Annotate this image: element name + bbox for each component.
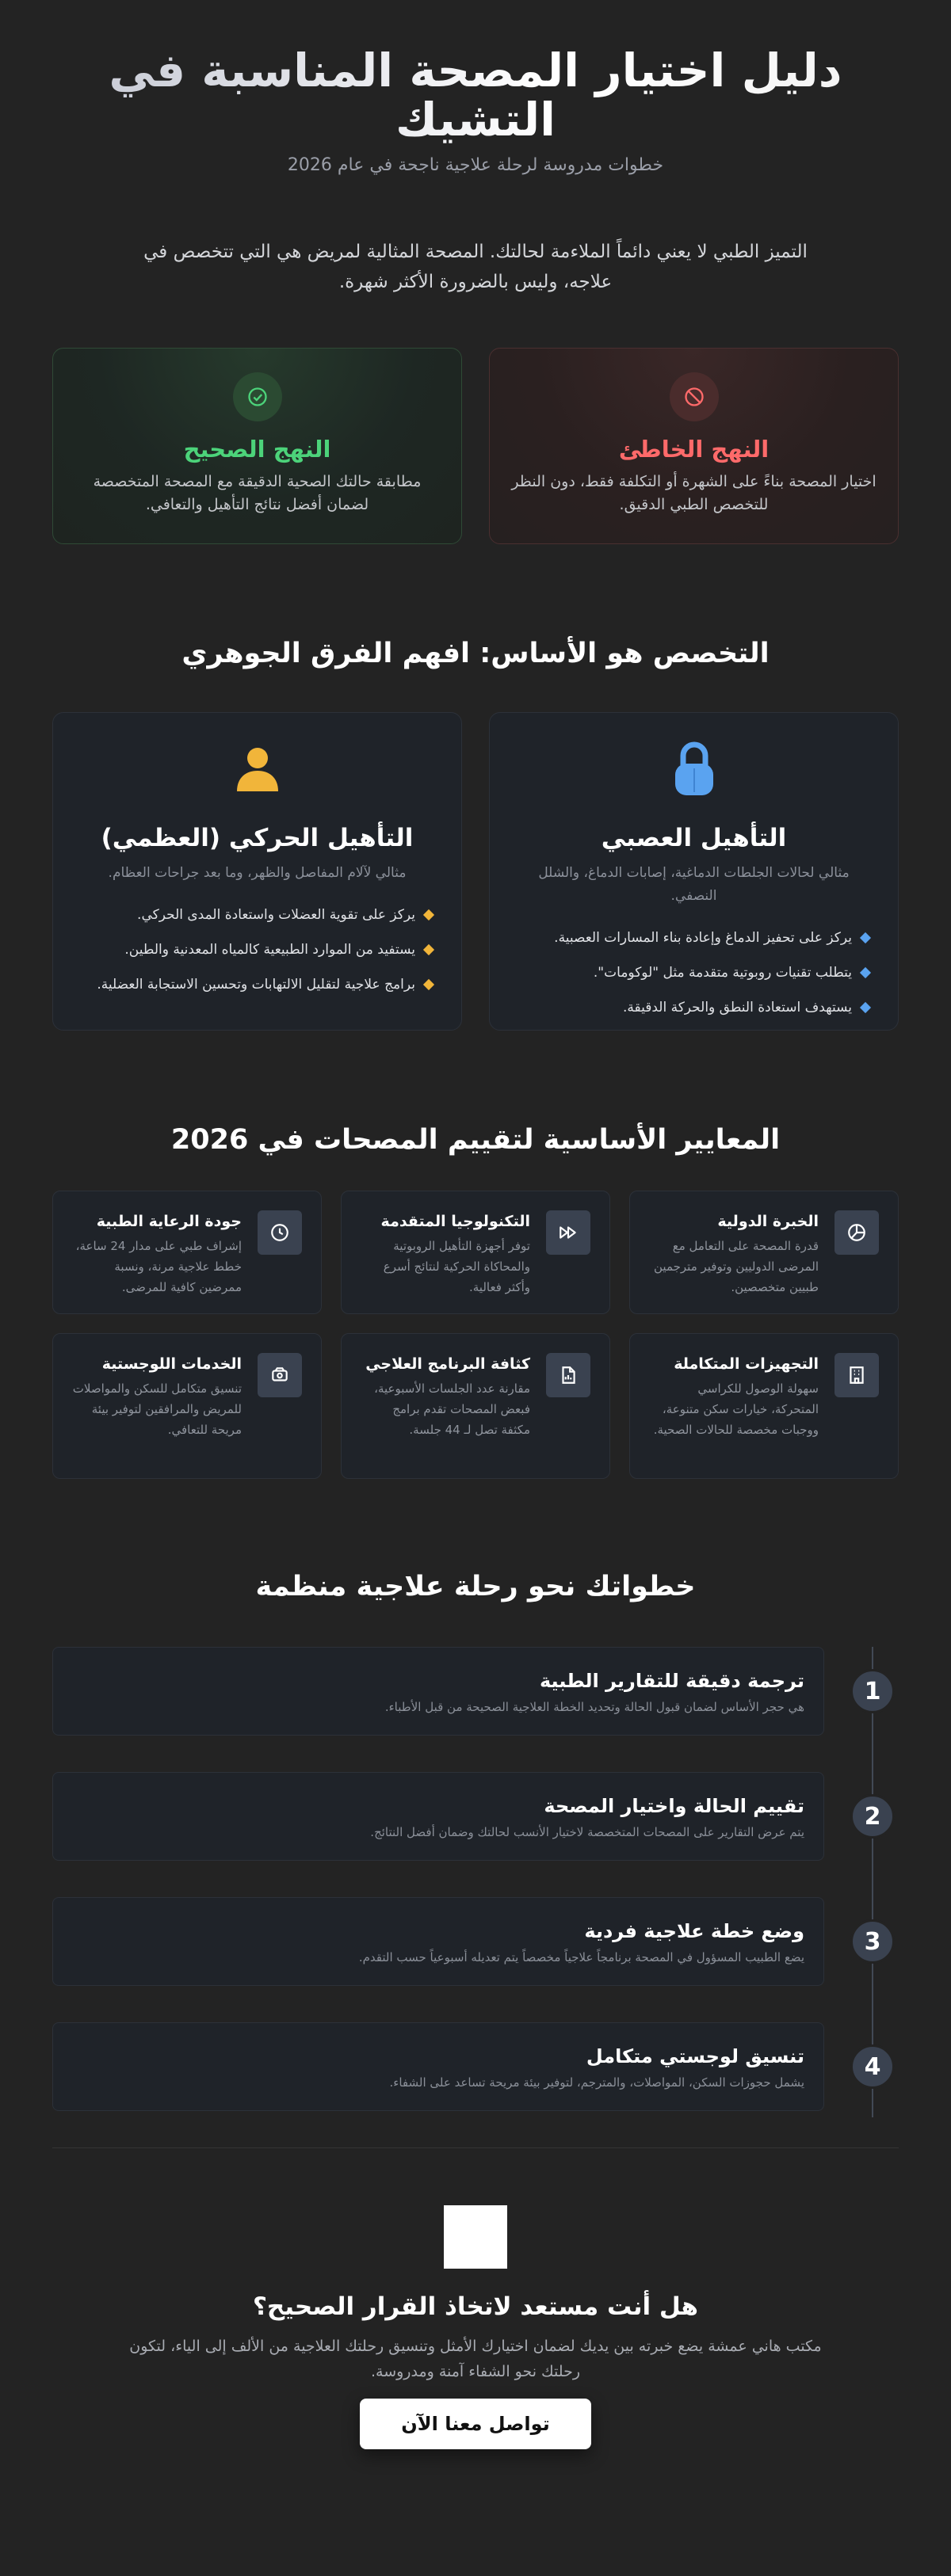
criteria-card-intensity [341, 1333, 610, 1479]
intro-text: التميز الطبي لا يعني دائماً الملاءمة لحالتك. المصحة المثالية لمريض هي التي تتخصص في علاجه، وليس بالضرورة الأكثر شهرة. [143, 242, 808, 292]
diamond-bullet-icon [860, 967, 871, 978]
cta-title: هل أنت مستعد لاتخاذ القرار الصحيح؟ [252, 2292, 699, 2321]
ortho-rehab-title: التأهيل الحركي (العظمي) [101, 824, 414, 852]
criteria-card-text: إشراف طبي على مدار 24 ساعة، خطط علاجية مرنة، ونسبة ممرضين كافية للمرضى. [75, 1239, 242, 1294]
logo-placeholder [444, 2205, 507, 2269]
criteria-card-title: التكنولوجيا المتقدمة [380, 1213, 530, 1230]
list-item: يركز على تحفيز الدماغ وإعادة بناء المسارات العصبية. [518, 920, 869, 955]
criteria-title: المعايير الأساسية لتقييم المصحات في 2026 [170, 1124, 781, 1156]
diamond-bullet-icon [423, 944, 434, 955]
hero-section [0, 0, 951, 175]
neuro-rehab-card [489, 712, 899, 1031]
criteria-card-text: قدرة المصحة على التعامل مع المرضى الدوليين وتوفير مترجمين طبيين متخصصين. [654, 1239, 819, 1294]
neuro-rehab-desc: مثالي لحالات الجلطات الدماغية، إصابات الدماغ، والشلل النصفي. [538, 865, 850, 904]
criteria-card-international [629, 1191, 899, 1314]
document-icon [546, 1353, 590, 1397]
criteria-card-facilities [629, 1333, 899, 1479]
fast-forward-icon [546, 1210, 590, 1255]
diamond-bullet-icon [860, 932, 871, 943]
wrong-approach-text: اختيار المصحة بناءً على الشهرة أو التكلفة فقط، دون النظر للتخصص الطبي الدقيق. [511, 473, 877, 513]
diamond-bullet-icon [423, 909, 434, 920]
person-icon [53, 741, 461, 797]
neuro-rehab-list [490, 920, 898, 1025]
criteria-card-title: جودة الرعاية الطبية [96, 1213, 242, 1230]
criteria-card-title: الخدمات اللوجستية [101, 1355, 242, 1373]
step-item [52, 1647, 899, 1736]
criteria-card-text: توفر أجهزة التأهيل الروبوتية والمحاكاة الحركية لنتائج أسرع وأكثر فعالية. [383, 1239, 530, 1294]
step-number: 3 [850, 1919, 895, 1964]
contact-us-button[interactable]: تواصل معنا الآن [360, 2399, 590, 2449]
clock-icon [258, 1210, 302, 1255]
list-item: يتطلب تقنيات روبوتية متقدمة مثل "لوكومات". [518, 955, 869, 990]
page-subtitle: خطوات مدروسة لرحلة علاجية ناجحة في عام 2026 [287, 155, 664, 175]
diamond-bullet-icon [860, 1002, 871, 1013]
pie-chart-icon [835, 1210, 879, 1255]
section-divider [52, 2147, 899, 2148]
step-text: يشمل حجوزات السكن، المواصلات، والمترجم، لتوفير بيئة مريحة تساعد على الشفاء. [389, 2075, 804, 2090]
step-item [52, 1772, 899, 1861]
ortho-rehab-card [52, 712, 462, 1031]
check-circle-icon [233, 372, 282, 421]
right-approach-title: النهج الصحيح [183, 436, 331, 463]
specialty-title: التخصص هو الأساس: افهم الفرق الجوهري [181, 638, 770, 669]
page-title: دليل اختيار المصحة المناسبة في التشيك [95, 46, 856, 144]
criteria-card-technology [341, 1191, 610, 1314]
brain-icon [490, 741, 898, 797]
step-text: يتم عرض التقارير على المصحات المتخصصة لاختيار الأنسب لحالتك وضمان أفضل النتائج. [370, 1825, 804, 1839]
step-number: 4 [850, 2044, 895, 2089]
step-card [52, 1897, 824, 1986]
step-item [52, 1897, 899, 1986]
vehicle-icon [258, 1353, 302, 1397]
criteria-card-text: مقارنة عدد الجلسات الأسبوعية، فبعض المصحات تقدم برامج مكثفة تصل لـ 44 جلسة. [374, 1381, 530, 1437]
step-number: 2 [850, 1794, 895, 1839]
step-title: تنسيق لوجستي متكامل [586, 2045, 804, 2067]
step-number: 1 [850, 1669, 895, 1713]
list-item: برامج علاجية لتقليل الالتهابات وتحسين الاستجابة العضلية. [82, 967, 433, 1002]
cta-text: مكتب هاني عمشة يضع خبرته بين يديك لضمان اختيارك الأمثل وتنسيق رحلتك العلاجية من الألف إلى الياء، لتكون رحلتك نحو الشفاء آمنة ومدروسة. [129, 2338, 822, 2380]
criteria-card-text: تنسيق متكامل للسكن والمواصلات للمريض والمرافقين لتوفير بيئة مريحة للتعافي. [72, 1381, 242, 1437]
criteria-card-title: التجهيزات المتكاملة [674, 1355, 819, 1373]
ban-icon [670, 372, 719, 421]
step-card [52, 1772, 824, 1861]
list-item: يستهدف استعادة النطق والحركة الدقيقة. [518, 990, 869, 1025]
wrong-approach-card [489, 348, 899, 544]
ortho-rehab-list [53, 897, 461, 1002]
step-text: هي حجر الأساس لضمان قبول الحالة وتحديد الخطة العلاجية الصحيحة من قبل الأطباء. [384, 1700, 804, 1714]
criteria-card-care-quality [52, 1191, 322, 1314]
step-card [52, 2022, 824, 2111]
list-item: يركز على تقوية العضلات واستعادة المدى الحركي. [82, 897, 433, 932]
step-title: ترجمة دقيقة للتقارير الطبية [539, 1670, 804, 1692]
building-icon [835, 1353, 879, 1397]
criteria-card-title: الخبرة الدولية [717, 1213, 819, 1230]
neuro-rehab-title: التأهيل العصبي [601, 824, 787, 852]
ortho-rehab-desc: مثالي لآلام المفاصل والظهر، وما بعد جراحات العظام. [108, 865, 407, 881]
step-text: يضع الطبيب المسؤول في المصحة برنامجاً علاجياً مخصصاً يتم تعديله أسبوعياً حسب التقدم. [358, 1950, 804, 1964]
criteria-card-title: كثافة البرنامج العلاجي [365, 1355, 530, 1373]
step-title: وضع خطة علاجية فردية [584, 1920, 804, 1942]
criteria-grid [52, 1191, 899, 1479]
step-title: تقييم الحالة واختيار المصحة [544, 1795, 804, 1817]
steps-title: خطواتك نحو رحلة علاجية منظمة [255, 1571, 696, 1602]
cta-section [0, 2205, 951, 2449]
diamond-bullet-icon [423, 979, 434, 990]
right-approach-text: مطابقة حالتك الصحية الدقيقة مع المصحة المتخصصة لضمان أفضل نتائج التأهيل والتعافي. [93, 473, 422, 513]
criteria-card-text: سهولة الوصول للكراسي المتحركة، خيارات سكن متنوعة، ووجبات مخصصة للحالات الصحية. [653, 1381, 819, 1437]
specialty-cards [52, 712, 899, 1031]
criteria-card-logistics [52, 1333, 322, 1479]
list-item: يستفيد من الموارد الطبيعية كالمياه المعدنية والطين. [82, 932, 433, 967]
step-card [52, 1647, 824, 1736]
step-item [52, 2022, 899, 2111]
steps-timeline [52, 1647, 899, 2111]
approach-cards [52, 348, 899, 544]
right-approach-card [52, 348, 462, 544]
wrong-approach-title: النهج الخاطئ [618, 436, 770, 463]
